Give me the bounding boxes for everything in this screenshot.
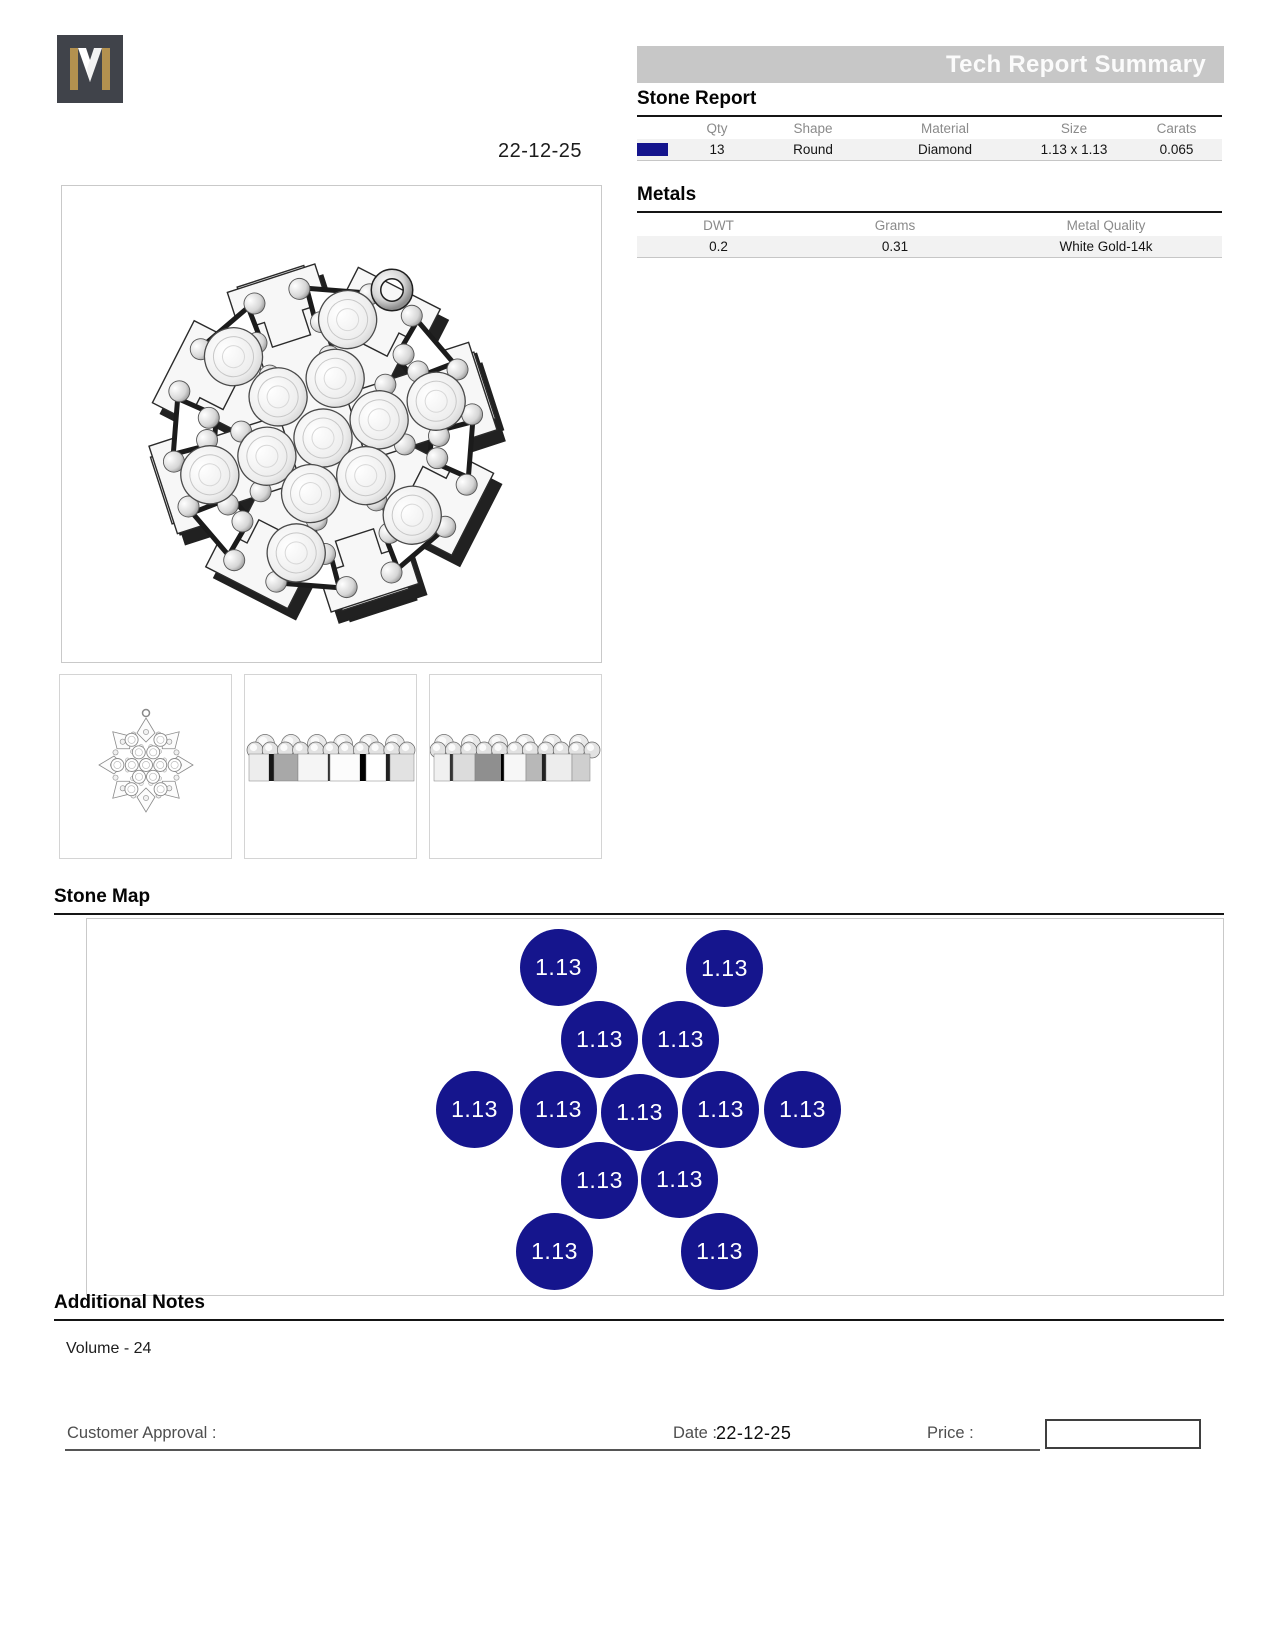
thumbnail-top-view — [59, 674, 232, 859]
stone-map-stone: 1.13 — [641, 1141, 718, 1218]
report-title: Tech Report Summary — [946, 51, 1206, 78]
stone-map-stone: 1.13 — [561, 1001, 638, 1078]
stone-report-table — [637, 119, 1222, 161]
pendant-side-view-icon — [430, 675, 601, 858]
pendant-side-view-icon — [245, 675, 416, 858]
thumbnail-side-view-1 — [244, 674, 417, 859]
stone-map-stone: 1.13 — [764, 1071, 841, 1148]
stone-map-heading: Stone Map — [54, 886, 1224, 915]
grams-value: 0.31 — [881, 239, 909, 254]
dwt-value: 0.2 — [709, 239, 728, 254]
metals-header-row — [637, 216, 1222, 236]
metals-data-row — [637, 236, 1222, 258]
carats-value: 0.065 — [1159, 142, 1194, 157]
stone-map-stone: 1.13 — [682, 1071, 759, 1148]
company-logo — [57, 35, 123, 103]
stone-map-stone: 1.13 — [686, 930, 763, 1007]
stone-map-stone: 1.13 — [601, 1074, 678, 1151]
stone-map-stone: 1.13 — [436, 1071, 513, 1148]
report-title-bar — [637, 46, 1224, 83]
metal-quality-value: White Gold-14k — [1059, 239, 1153, 254]
thumbnail-side-view-2 — [429, 674, 602, 859]
stone-report-header-row — [637, 119, 1222, 139]
qty-value: 13 — [709, 142, 725, 157]
price-label: Price : — [927, 1424, 974, 1442]
price-input[interactable] — [1045, 1419, 1201, 1449]
stone-map-stone: 1.13 — [642, 1001, 719, 1078]
customer-approval-label: Customer Approval : — [67, 1424, 217, 1442]
stone-map-canvas — [86, 918, 1224, 1296]
stone-map-stone: 1.13 — [561, 1142, 638, 1219]
stone-map-stone: 1.13 — [520, 929, 597, 1006]
stone-report-heading: Stone Report — [637, 88, 1222, 117]
stone-map-stone: 1.13 — [516, 1213, 593, 1290]
carats-column-header: Carats — [1156, 121, 1197, 136]
signature-line — [65, 1449, 1040, 1451]
qty-column-header: Qty — [706, 121, 728, 136]
pendant-3d-render — [62, 186, 601, 662]
shape-value: Round — [793, 142, 833, 157]
metal-quality-column-header: Metal Quality — [1066, 218, 1146, 233]
material-value: Diamond — [917, 142, 973, 157]
metals-heading: Metals — [637, 184, 1222, 213]
size-value: 1.13 x 1.13 — [1040, 142, 1108, 157]
dwt-column-header: DWT — [703, 218, 734, 233]
shape-column-header: Shape — [793, 121, 833, 136]
material-column-header: Material — [920, 121, 969, 136]
design-date: 22-12-25 — [497, 140, 583, 162]
stone-report-data-row — [637, 139, 1222, 161]
footer-date-value: 22-12-25 — [716, 1423, 792, 1443]
stone-color-swatch — [637, 143, 668, 156]
stone-map-stone: 1.13 — [520, 1071, 597, 1148]
size-column-header: Size — [1060, 121, 1088, 136]
pendant-render-main — [61, 185, 602, 663]
color-column-header — [637, 119, 681, 139]
additional-notes-heading: Additional Notes — [54, 1292, 1224, 1321]
m-logo-icon — [57, 35, 123, 103]
metals-table — [637, 216, 1222, 258]
footer-date-label: Date : — [673, 1424, 718, 1442]
stone-map-stone: 1.13 — [681, 1213, 758, 1290]
volume-note: Volume - 24 — [66, 1340, 152, 1357]
grams-column-header: Grams — [874, 218, 916, 233]
pendant-top-view-icon — [60, 675, 231, 858]
